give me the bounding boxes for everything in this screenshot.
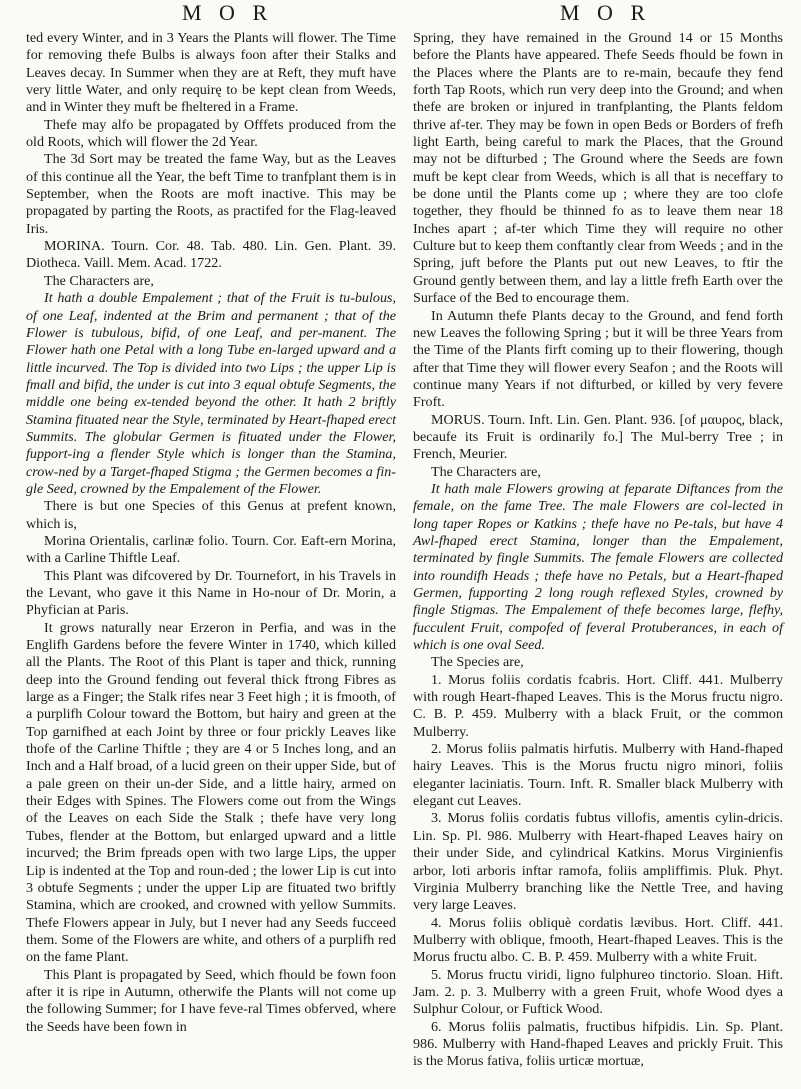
running-header [0, 0, 801, 26]
paragraph: It grows naturally near Erzeron in Perfia, and was in the Englifh Gardens before the fevere Winter in 1740, which killed all the Plants. The Root of this Plant is taper and thick, running deep into the Ground fending out feveral thick ftrong Fibres as large as a Finger; the Stalk rifes near 3 Feet high ; it is fmooth, of a purplifh Colour toward the Bottom, but hairy and green at the Top garnifhed at each Joint by three or four prickly Leaves like thofe of the Carline Thiftle ; they are 4 or 5 Inches long, and an Inch and a Half broad, of a lucid green on their upper Side, but of a pale green on their un-der Side, and a little hairy, armed on their Edges with Spines. The Flowers come out from the Wings of the Leaves on each Side the Stalk ; thefe have very long Tubes, flender at the Bottom, but enlarged upward and a little incurved; the Brim fpreads open with two large Lips, the upper Lip is indented at the Top and roun-ded ; the lower Lip is cut into 3 obtufe Segments ; under the upper Lip are fituated two briftly Stamina, which are crooked, and crowned with yellow Summits. Thefe Flowers appear in July, but I never had any Seeds fucceed them. Some of the Flowers are white, and others of a purplifh red on the fame Plant. [26, 619, 396, 966]
right-column [413, 30, 783, 1071]
paragraph: This Plant is propagated by Seed, which fhould be fown foon after it is ripe in Autumn, otherwife the Plants will not come up the following Summer; for I have feve-ral Times obferved, where the Seeds have been fown in [26, 966, 396, 1035]
species-entry: 3. Morus foliis cordatis fubtus villofis, amentis cylin-dricis. Lin. Sp. Pl. 986. Mulberry with Heart-fhaped Leaves hairy on their under Side, and cylindrical Katkins. Morus Virginienfis arbor, loti arboris inftar ramofa, foliis ampliffimis. Pluk. Phyt. Virginia Mulberry branching like the Nettle Tree, and having very large Leaves. [413, 810, 783, 914]
characters-heading: The Characters are, [431, 463, 541, 480]
species-heading: The Species are, [431, 654, 524, 671]
paragraph: The 3d Sort may be treated the fame Way, but as the Leaves of this continue all the Year, the beft Time to tranfplant them is in September, when the Roots are moft inactive. This may be propagated by parting the Roots, as practifed for the Flag-leaved Iris. [26, 151, 396, 237]
characters-description: It hath a double Empalement ; that of the Fruit is tu-bulous, of one Leaf, indented at the Brim and permanent ; that of the Flower is tubulous, bifid, of one Leaf, and per-manent. The Flower hath one Petal with a long Tube en-larged upward and a little incurved. The Top is divided into two Lips ; the upper Lip is fmall and bifid, the under is cut into 3 equal obtufe Segments, the middle one being ex-tended beyond the other. It hath 2 briftly Stamina fituated near the Style, terminated by Heart-fhaped erect Summits. The globular Germen is fituated under the Flower, fupport-ing a flender Style which is longer than the Stamina, crow-ned by a Target-fhaped Stigma ; the Germen becomes a fin-gle Seed, crowned by the Empalement of the Flower. [26, 290, 396, 497]
species-entry: 1. Morus foliis cordatis fcabris. Hort. Cliff. 441. Mulberry with rough Heart-fhaped Leaves. This is the Morus fructu nigro. C. B. P. 459. Mulberry with a black Fruit, or the common Mulberry. [413, 671, 783, 740]
species-entry: 2. Morus foliis palmatis hirfutis. Mulberry with Hand-fhaped hairy Leaves. This is the Morus fructu nigro minori, foliis eleganter laciniatis. Tourn. Inft. R. Smaller black Mulberry with elegant cut Leaves. [413, 741, 783, 810]
header-left: M O R [182, 0, 274, 25]
paragraph: Thefe may alfo be propagated by Offfets produced from the old Roots, which will flower the 2d Year. [26, 116, 396, 151]
left-column [26, 30, 396, 1036]
paragraph: Spring, they have remained in the Ground 14 or 15 Months before the Plants have appeared. Thefe Seeds fhould be fown in the Places where the Plants are to re-main, becaufe they fend forth Tap Roots, which run very deep into the Ground; and when thefe are broken or injured in tranfplanting, the Plants feldom thrive af-ter. They may be fown in open Beds or Borders of frefh light Earth, being careful to mark the Places, that the Ground may not be difturbed ; The Ground where the Seeds are fown muft be kept clear from Weeds, which is all that is neceffary to be done until the Plants come up ; where they are too clofe together, they fhould be thinned fo as to leave them near 18 Inches apart ; af-ter which Time they will require no other Culture but to keep them conftantly clear from Weeds ; and in the Spring, juft before the Plants put out new Leaves, to ftir the Ground gently between them, and lay a little frefh Earth over the Surface of the Bed to encourage them. [413, 30, 783, 307]
species-entry: 6. Morus foliis palmatis, fructibus hifpidis. Lin. Sp. Plant. 986. Mulberry with Hand-fhaped Leaves and prickly Fruit. This is the Morus fativa, foliis urticæ mortuæ, [413, 1018, 783, 1070]
genus-heading: MORUS. Tourn. Inft. Lin. Gen. Plant. 936. [of μαυρος, black, becaufe its Fruit is ordinarily fo.] The Mul-berry Tree ; in French, Meurier. [413, 411, 783, 463]
genus-heading: MORINA. Tourn. Cor. 48. Tab. 480. Lin. Gen. Plant. 39. Diotheca. Vaill. Mem. Acad. 1722. [26, 238, 396, 272]
species-entry: 5. Morus fructu viridi, ligno fulphureo tinctorio. Sloan. Hift. Jam. 2. p. 3. Mulberry with a green Fruit, whofe Wood dyes a Sulphur Colour, or Fuftick Wood. [413, 966, 783, 1018]
header-right: M O R [560, 0, 652, 25]
paragraph: In Autumn thefe Plants decay to the Ground, and fend forth new Leaves the following Spring ; but it will be three Years from the Time of the Plants firft coming up to their flowering, though after that Time they will flower every Seafon ; and the Roots will continue many Years if not difturbed, or killed by very fevere Froft. [413, 307, 783, 411]
paragraph: There is but one Species of this Genus at prefent known, which is, [26, 498, 396, 532]
paragraph: ted every Winter, and in 3 Years the Plants will flower. The Time for removing thefe Bulbs is always foon after their Stalks and Leaves decay. In Summer when they are at Reft, they muft have very little Water, and only requirę to be kept clean from Weeds, and in Winter they muft be fheltered in a Frame. [26, 30, 396, 116]
characters-description: It hath male Flowers growing at feparate Diftances from the female, on the fame Tree. The male Flowers are col-lected in long taper Ropes or Katkins ; thefe have no Pe-tals, but have 4 Awl-fhaped erect Stamina, longer than the Empalement, terminated by fingle Summits. The female Flowers are collected into roundifh Heads ; thefe have no Petals, but a Heart-fhaped Germen, fupporting 2 long rough reflexed Styles, crowned by fingle Stigmas. The Empalement of thefe becomes large, flefhy, fucculent Fruit, compofed of feveral Protuberances, in each of which is one oval Seed. [413, 480, 783, 654]
paragraph: This Plant was difcovered by Dr. Tournefort, in his Travels in the Levant, who gave it this Name in Ho-nour of Dr. Morin, a Phyfician at Paris. [26, 567, 396, 619]
species-entry: Morina Orientalis, carlinæ folio. Tourn. Cor. Eaft-ern Morina, with a Carline Thiftle Leaf. [26, 532, 396, 567]
species-entry: 4. Morus foliis obliquè cordatis lævibus. Hort. Cliff. 441. Mulberry with oblique, fmooth, Heart-fhaped Leaves. This is the Morus fructu albo. C. B. P. 459. Mulberry with a white Fruit. [413, 914, 783, 966]
characters-heading: The Characters are, [44, 272, 154, 289]
